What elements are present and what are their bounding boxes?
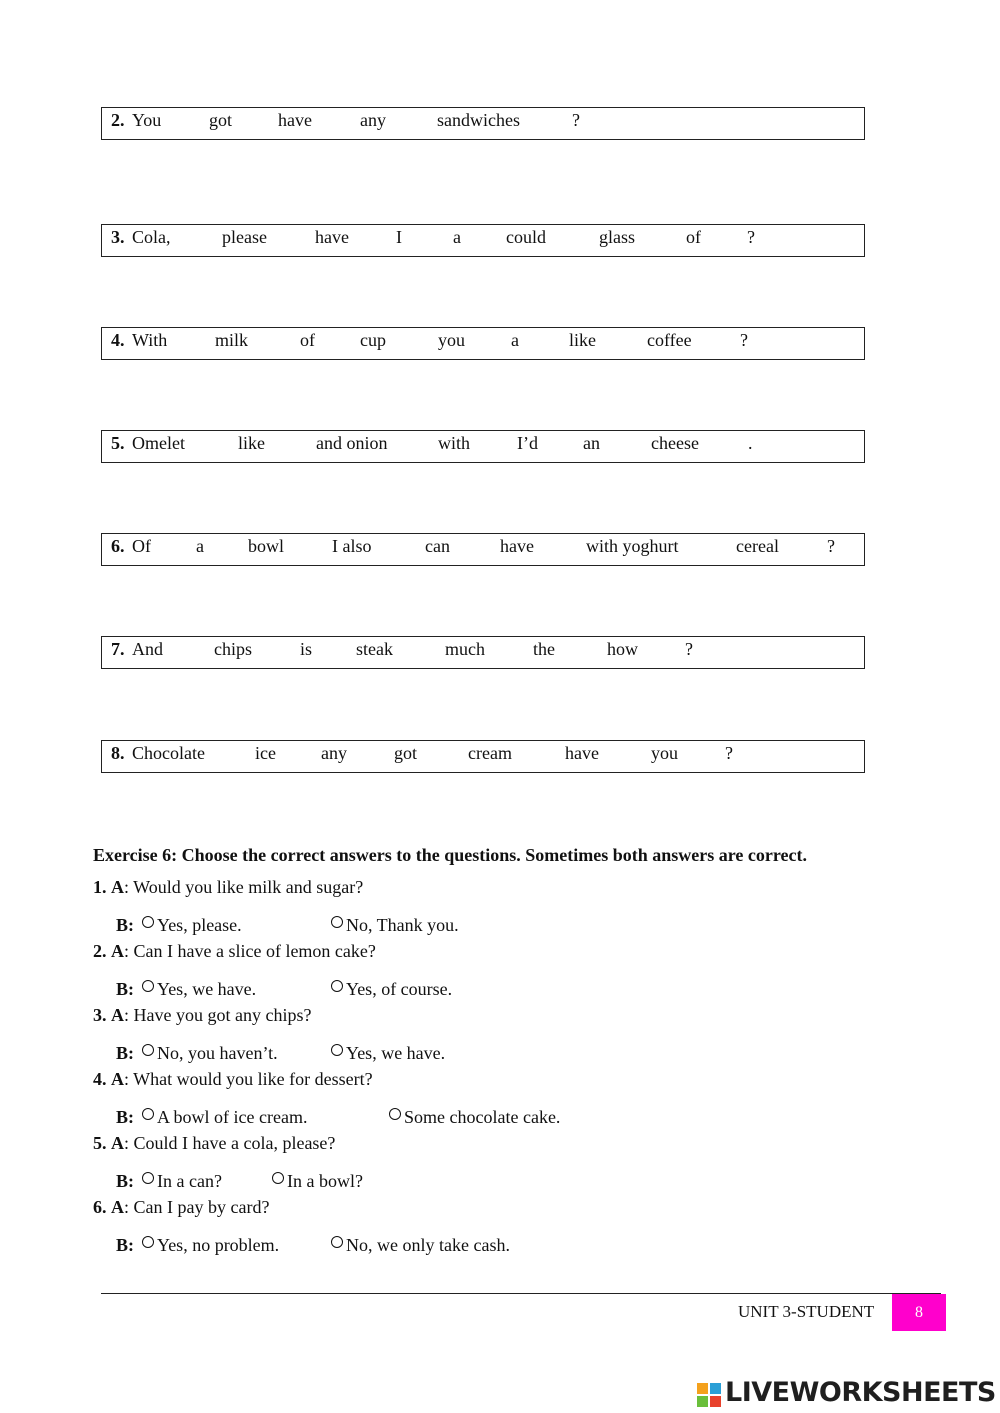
radio-circle-icon[interactable] <box>142 916 154 928</box>
answer-option-2[interactable] <box>331 915 459 936</box>
question-text: : Can I pay by card? <box>124 1197 270 1217</box>
answer-option-1[interactable] <box>142 1235 279 1256</box>
scramble-box-3 <box>101 224 865 257</box>
answer-option-text: No, you haven’t. <box>157 1043 278 1063</box>
question-number: 3. <box>93 1005 107 1025</box>
scrambled-word[interactable]: Of <box>132 536 151 556</box>
item-number: 5. <box>111 433 125 453</box>
answer-option-text: Yes, of course. <box>346 979 453 999</box>
speaker-a-label: A <box>111 1197 124 1217</box>
answer-option-text: Yes, we have. <box>157 979 257 999</box>
scrambled-word[interactable]: ? <box>827 536 835 556</box>
scrambled-word[interactable]: have <box>315 227 349 247</box>
speaker-b-label: B: <box>116 915 135 935</box>
item-number: 3. <box>111 227 125 247</box>
scrambled-word[interactable]: much <box>445 639 485 659</box>
scrambled-word[interactable]: with <box>438 433 471 453</box>
answer-option-2[interactable] <box>331 1235 510 1256</box>
question-text: : Can I have a slice of lemon cake? <box>124 941 376 961</box>
answer-option-1[interactable] <box>142 979 256 1000</box>
question-1 <box>93 877 363 898</box>
answer-option-text: Yes, we have. <box>346 1043 446 1063</box>
answer-option-text: Yes, please. <box>157 915 242 935</box>
question-3 <box>93 1005 311 1026</box>
footer-divider <box>101 1293 941 1294</box>
scrambled-word[interactable]: milk <box>215 330 249 350</box>
scrambled-word[interactable]: steak <box>356 639 393 659</box>
answer-option-2[interactable] <box>331 979 452 1000</box>
footer-unit-label: UNIT 3-STUDENT <box>738 1302 875 1321</box>
scrambled-word[interactable]: a <box>511 330 519 350</box>
item-number: 4. <box>111 330 125 350</box>
question-text: : Would you like milk and sugar? <box>124 877 364 897</box>
exercise-6-title: Exercise 6: Choose the correct answers to the questions. Sometimes both answers are correct. <box>93 845 808 865</box>
item-number: 6. <box>111 536 125 556</box>
scrambled-word[interactable]: a <box>453 227 461 247</box>
answer-option-text: Some chocolate cake. <box>404 1107 561 1127</box>
answer-option-2[interactable] <box>389 1107 560 1128</box>
scrambled-word[interactable]: can <box>425 536 450 556</box>
radio-circle-icon[interactable] <box>142 1236 154 1248</box>
speaker-a-label: A <box>111 1005 124 1025</box>
question-number: 5. <box>93 1133 107 1153</box>
item-number: 8. <box>111 743 125 763</box>
question-4 <box>93 1069 373 1090</box>
scrambled-word[interactable]: of <box>300 330 315 350</box>
scrambled-word[interactable]: got <box>394 743 418 763</box>
speaker-b-label: B: <box>116 979 135 999</box>
scrambled-word[interactable]: is <box>300 639 313 659</box>
page-number-badge: 8 <box>892 1294 946 1331</box>
scrambled-word[interactable]: I <box>396 227 402 247</box>
scrambled-word[interactable]: like <box>569 330 596 350</box>
question-number: 1. <box>93 877 107 897</box>
scrambled-word[interactable]: with yoghurt <box>586 536 679 556</box>
scrambled-word[interactable]: ? <box>747 227 755 247</box>
scrambled-word[interactable]: have <box>278 110 312 130</box>
question-2 <box>93 941 376 962</box>
question-number: 2. <box>93 941 107 961</box>
scramble-box-8 <box>101 740 865 773</box>
scrambled-word[interactable]: coffee <box>647 330 692 350</box>
scrambled-word[interactable]: how <box>607 639 638 659</box>
answer-option-text: In a bowl? <box>287 1171 363 1191</box>
liveworksheets-logo-text: LIVEWORKSHEETS <box>725 1377 996 1408</box>
answer-option-1[interactable] <box>142 1107 307 1128</box>
scrambled-word[interactable]: cheese <box>651 433 699 453</box>
scrambled-word[interactable]: Cola, <box>132 227 171 247</box>
radio-circle-icon[interactable] <box>331 1236 343 1248</box>
scrambled-word[interactable]: ? <box>725 743 733 763</box>
scrambled-word[interactable]: Omelet <box>132 433 185 453</box>
item-number: 7. <box>111 639 125 659</box>
scrambled-word[interactable]: have <box>500 536 534 556</box>
scrambled-word[interactable]: ? <box>572 110 580 130</box>
radio-circle-icon[interactable] <box>331 980 343 992</box>
speaker-b-label: B: <box>116 1043 135 1063</box>
scrambled-word[interactable]: you <box>438 330 465 350</box>
answer-option-text: A bowl of ice cream. <box>157 1107 308 1127</box>
scrambled-word[interactable]: bowl <box>248 536 284 556</box>
scrambled-word[interactable]: ? <box>685 639 693 659</box>
speaker-b-label: B: <box>116 1171 135 1191</box>
scramble-box-6 <box>101 533 865 566</box>
radio-circle-icon[interactable] <box>142 1044 154 1056</box>
scramble-box-4 <box>101 327 865 360</box>
speaker-a-label: A <box>111 1069 124 1089</box>
speaker-a-label: A <box>111 1133 124 1153</box>
question-text: : Have you got any chips? <box>124 1005 312 1025</box>
scramble-box-7 <box>101 636 865 669</box>
scramble-box-5 <box>101 430 865 463</box>
radio-circle-icon[interactable] <box>142 1108 154 1120</box>
scrambled-word[interactable]: ice <box>255 743 276 763</box>
scrambled-word[interactable]: an <box>583 433 600 453</box>
scrambled-word[interactable]: got <box>209 110 233 130</box>
answer-option-1[interactable] <box>142 1043 278 1064</box>
scrambled-word[interactable]: like <box>238 433 265 453</box>
answer-option-text: No, Thank you. <box>346 915 459 935</box>
scrambled-word[interactable]: cereal <box>736 536 779 556</box>
question-text: : Could I have a cola, please? <box>124 1133 336 1153</box>
speaker-b-label: B: <box>116 1235 135 1255</box>
scrambled-word[interactable]: a <box>196 536 204 556</box>
scrambled-word[interactable]: With <box>132 330 168 350</box>
scrambled-word[interactable]: of <box>686 227 701 247</box>
radio-circle-icon[interactable] <box>142 1172 154 1184</box>
scrambled-word[interactable]: . <box>748 433 753 453</box>
answer-option-2[interactable] <box>272 1171 363 1192</box>
radio-circle-icon[interactable] <box>331 1044 343 1056</box>
item-number: 2. <box>111 110 125 130</box>
answer-option-text: Yes, no problem. <box>157 1235 280 1255</box>
question-6 <box>93 1197 269 1218</box>
speaker-a-label: A <box>111 877 124 897</box>
scrambled-word[interactable]: I’d <box>517 433 538 453</box>
scrambled-word[interactable]: any <box>321 743 347 763</box>
scrambled-word[interactable]: you <box>651 743 678 763</box>
question-text: : What would you like for dessert? <box>124 1069 373 1089</box>
radio-circle-icon[interactable] <box>389 1108 401 1120</box>
scrambled-word[interactable]: the <box>533 639 555 659</box>
scrambled-word[interactable]: I also <box>332 536 372 556</box>
radio-circle-icon[interactable] <box>331 916 343 928</box>
answer-option-text: In a can? <box>157 1171 222 1191</box>
scrambled-word[interactable]: could <box>506 227 546 247</box>
answer-option-1[interactable] <box>142 1171 222 1192</box>
answer-option-2[interactable] <box>331 1043 445 1064</box>
scrambled-word[interactable]: chips <box>214 639 252 659</box>
scrambled-word[interactable]: glass <box>599 227 635 247</box>
scrambled-word[interactable]: You <box>132 110 162 130</box>
scrambled-word[interactable]: Chocolate <box>132 743 205 763</box>
answer-option-text: No, we only take cash. <box>346 1235 510 1255</box>
scrambled-word[interactable]: sandwiches <box>437 110 520 130</box>
scrambled-word[interactable]: ? <box>740 330 748 350</box>
liveworksheets-logo-icon <box>697 1383 721 1407</box>
scrambled-word[interactable]: cup <box>360 330 386 350</box>
answer-option-1[interactable] <box>142 915 242 936</box>
scrambled-word[interactable]: and onion <box>316 433 388 453</box>
scramble-box-2 <box>101 107 865 140</box>
scrambled-word[interactable]: cream <box>468 743 512 763</box>
scrambled-word[interactable]: any <box>360 110 386 130</box>
speaker-a-label: A <box>111 941 124 961</box>
scrambled-word[interactable]: please <box>222 227 267 247</box>
scrambled-word[interactable]: And <box>132 639 163 659</box>
question-number: 4. <box>93 1069 107 1089</box>
speaker-b-label: B: <box>116 1107 135 1127</box>
question-number: 6. <box>93 1197 107 1217</box>
scrambled-word[interactable]: have <box>565 743 599 763</box>
radio-circle-icon[interactable] <box>142 980 154 992</box>
radio-circle-icon[interactable] <box>272 1172 284 1184</box>
question-5 <box>93 1133 335 1154</box>
